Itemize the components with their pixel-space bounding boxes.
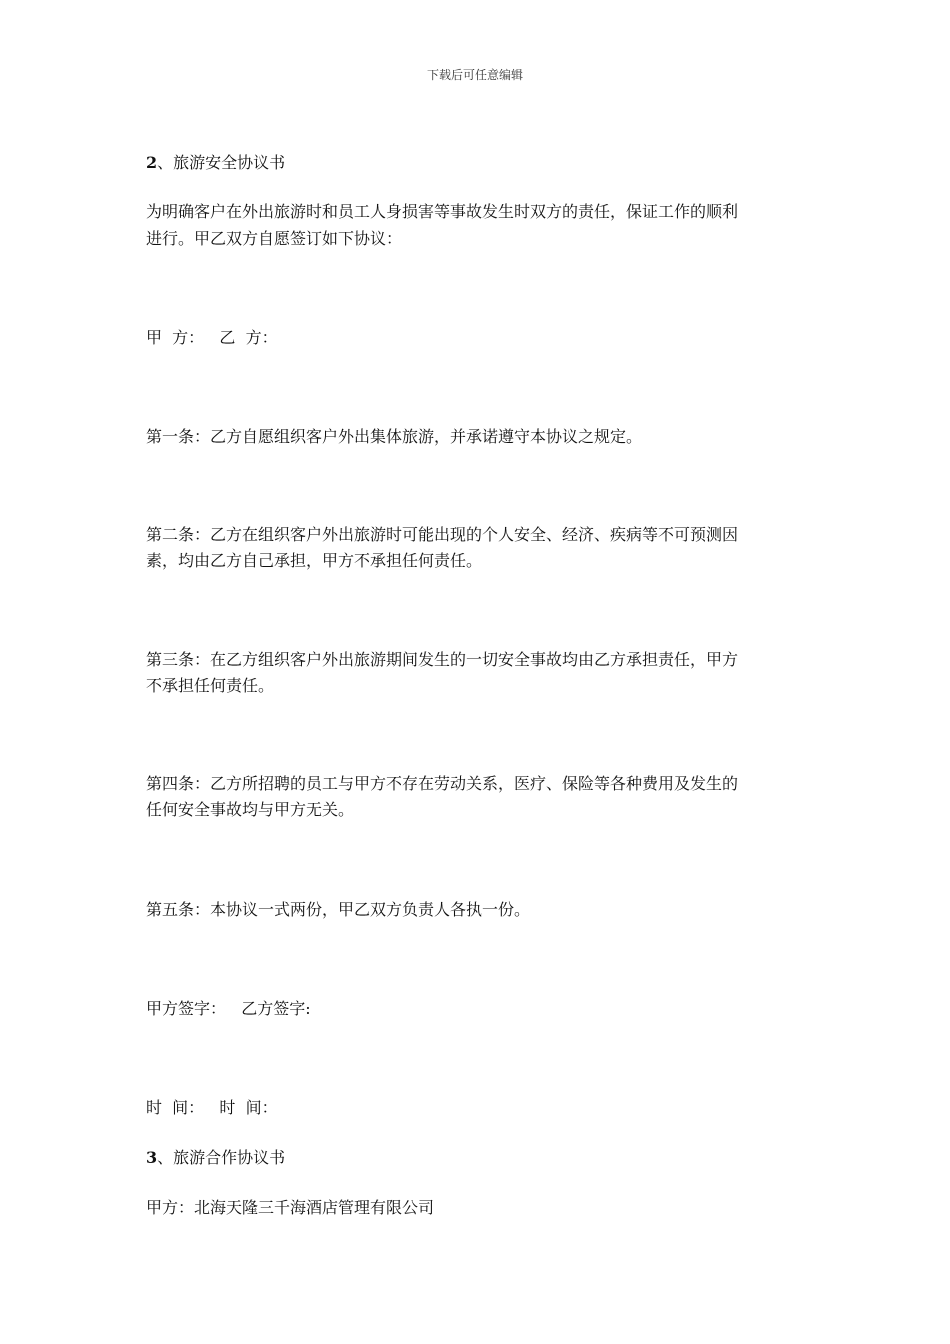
section-3-heading bbox=[146, 1145, 806, 1170]
signatures-line: 甲方签字： 乙方签字: bbox=[146, 999, 311, 1018]
article-3-line-1: 第三条：在乙方组织客户外出旅游期间发生的一切安全事故均由乙方承担责任，甲方 bbox=[146, 650, 739, 669]
intro-line-2: 进行。甲乙双方自愿签订如下协议： bbox=[146, 229, 403, 248]
article-4-line-2: 任何安全事故均与甲方无关。 bbox=[146, 800, 355, 819]
dates-line: 时 间： 时 间： bbox=[146, 1098, 278, 1117]
intro-line-1: 为明确客户在外出旅游时和员工人身损害等事故发生时双方的责任，保证工作的顺利 bbox=[146, 202, 739, 221]
section-3-number: 3 bbox=[146, 1148, 158, 1167]
article-2-line-2: 素，均由乙方自己承担，甲方不承担任何责任。 bbox=[146, 551, 483, 570]
article-5-line-1: 第五条：本协议一式两份，甲乙双方负责人各执一份。 bbox=[146, 900, 531, 919]
section-3-title: 、旅游合作协议书 bbox=[157, 1148, 286, 1167]
article-3-line-2: 不承担任何责任。 bbox=[146, 676, 275, 695]
section-2-title: 、旅游安全协议书 bbox=[157, 153, 286, 172]
parties-line: 甲 方： 乙 方： bbox=[146, 328, 278, 347]
article-1-line-1: 第一条：乙方自愿组织客户外出集体旅游，并承诺遵守本协议之规定。 bbox=[146, 427, 643, 446]
page-header: 下载后可任意编辑 bbox=[426, 68, 523, 82]
article-2-line-1: 第二条：乙方在组织客户外出旅游时可能出现的个人安全、经济、疾病等不可预测因 bbox=[146, 525, 739, 544]
party-a-line: 甲方：北海天隆三千海酒店管理有限公司 bbox=[146, 1198, 435, 1217]
article-4-line-1: 第四条：乙方所招聘的员工与甲方不存在劳动关系，医疗、保险等各种费用及发生的 bbox=[146, 774, 739, 793]
section-2-number: 2 bbox=[146, 153, 158, 172]
section-2-heading bbox=[146, 150, 806, 175]
